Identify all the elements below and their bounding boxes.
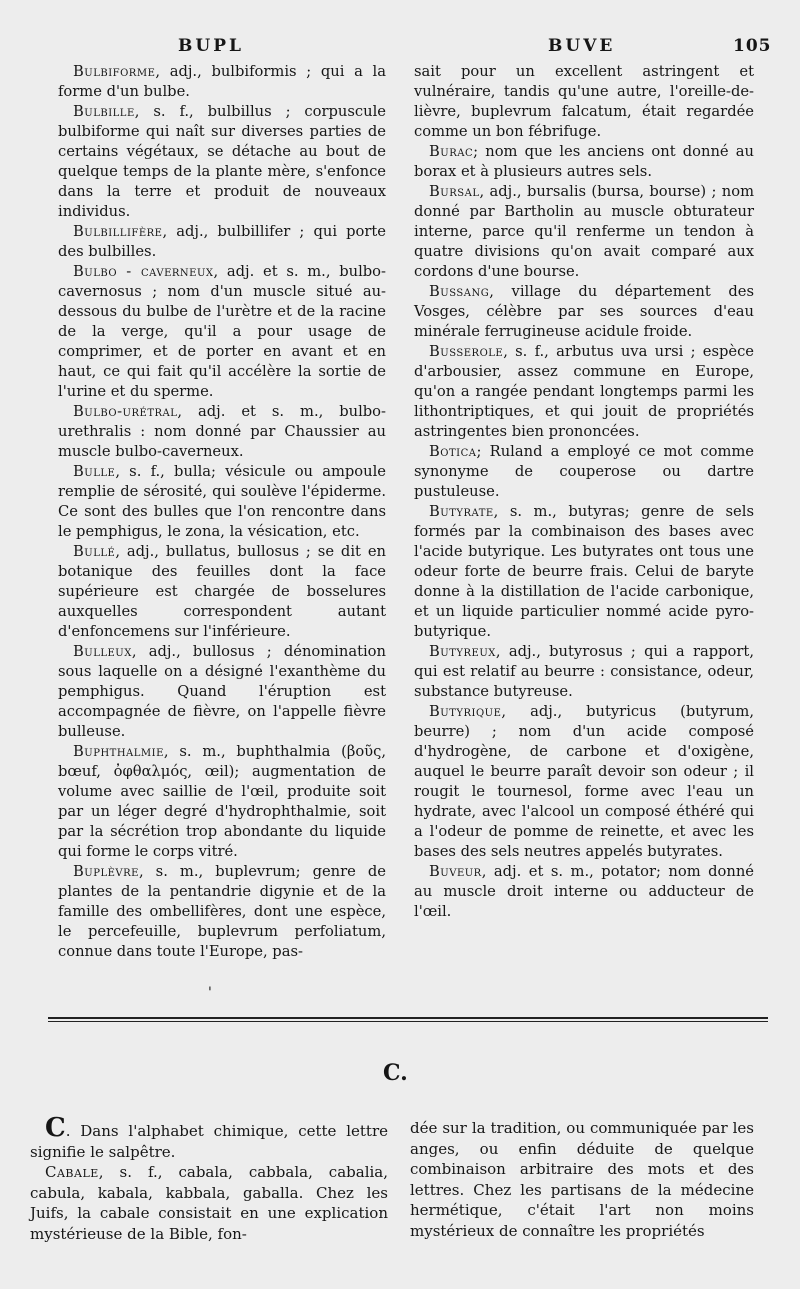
- entry-headword: Burac: [429, 143, 474, 160]
- entry-headword: Bulbo-urétral: [73, 403, 178, 420]
- entry-text: , s. f., arbutus uva ursi ; espèce d'arbousier, assez commune en Europe, qu'on a rangée pendant longtemps parmi les lithontriptiques, et qui jouit de propriétés astringentes bien prononcées.: [414, 343, 754, 440]
- entry-text: , adj., bullosus ; dénomination sous laquelle on a désigné l'exanthème du pemphigus. Quand l'éruption est accompagnée de fièvre, on l'appelle fièvre bulleuse.: [58, 643, 386, 740]
- entry-text: , adj., butyricus (butyrum, beurre) ; nom d'un acide composé d'hydrogène, de carbone et d'oxigène, auquel le beurre paraît devoir son odeur ; il rougit le tournesol, forme avec l'eau un hydrate, avec l'alcool un composé éthéré qui a l'odeur de pomme de reinette, et avec les bases des sels neutres appelés butyrates.: [414, 703, 754, 860]
- entry-text: . Dans l'alphabet chimique, cette lettre signifie le salpêtre.: [30, 1122, 388, 1161]
- entry-text: sait pour un excellent astringent et vulnéraire, tandis qu'une autre, l'oreille-de-lièvre, buplevrum falcatum, était regardée comme un bon fébrifuge.: [414, 63, 754, 140]
- page-number: 105: [733, 36, 772, 56]
- column-left: [58, 62, 386, 962]
- entry-text: , adj., butyrosus ; qui a rapport, qui est relatif au beurre : consistance, odeur, substance butyreuse.: [414, 643, 754, 700]
- entry-headword: Bulbillifère: [73, 223, 163, 240]
- entry-text: dée sur la tradition, ou communiquée par les anges, ou enfin déduite de quelque combinaison arbitraire des mots et des lettres. Chez les partisans de la médecine hermétique, c'était l'art non moins mystérieux de connaître les propriétés: [410, 1119, 754, 1240]
- dictionary-entry: [58, 542, 386, 642]
- dictionary-entry: [414, 62, 754, 142]
- entry-text: , s. f., bulla; vésicule ou ampoule remplie de sérosité, qui soulève l'épiderme. Ce sont des bulles que l'on rencontre dans le pemphigus, le zona, la vésication, etc.: [58, 463, 386, 540]
- entry-headword: Bulleux: [73, 643, 132, 660]
- dictionary-entry: [58, 102, 386, 222]
- dictionary-entry: [30, 1113, 388, 1162]
- dictionary-entry: [414, 862, 754, 922]
- column-bottom-right: [410, 1118, 754, 1241]
- column-bottom-left: [30, 1113, 388, 1244]
- dictionary-entry: [414, 282, 754, 342]
- entry-headword: Bulbille: [73, 103, 135, 120]
- entry-headword: Bulbo - caverneux: [73, 263, 214, 280]
- dictionary-entry: [414, 642, 754, 702]
- entry-headword: Bulle: [73, 463, 116, 480]
- dictionary-entry: [414, 182, 754, 282]
- entry-headword: Bursal: [429, 183, 480, 200]
- entry-text: ; Ruland a employé ce mot comme synonyme de couperose ou dartre pustuleuse.: [414, 443, 754, 500]
- entry-headword: C: [45, 1113, 66, 1143]
- dictionary-entry: [58, 402, 386, 462]
- section-rule: [48, 1017, 768, 1022]
- entry-headword: Butyrate: [429, 503, 494, 520]
- dictionary-entry: [58, 642, 386, 742]
- entry-headword: Busserole: [429, 343, 504, 360]
- dictionary-entry: [58, 262, 386, 402]
- entry-text: , s. m., buplevrum; genre de plantes de la pentandrie digynie et de la famille des ombellifères, dont une espèce, le percefeuille, buplevrum perfoliatum, connue dans toute l'Europe, pas-: [58, 863, 386, 960]
- column-right: [414, 62, 754, 922]
- entry-headword: Buplèvre: [73, 863, 139, 880]
- entry-text: ; nom que les anciens ont donné au borax et à plusieurs autres sels.: [414, 143, 754, 180]
- entry-text: , s. m., buphthalmia (βοῦς, bœuf, ὀφθαλμός, œil); augmentation de volume avec saillie de l'œil, produite soit par un léger degré d'hydrophthalmie, soit par la sécrétion trop abondante du liquide qui forme le corps vitré.: [58, 743, 386, 860]
- running-head-center: BUVE: [548, 36, 616, 56]
- dictionary-entry: [58, 222, 386, 262]
- entry-headword: Bussang: [429, 283, 490, 300]
- entry-text: , adj., bursalis (bursa, bourse) ; nom donné par Bartholin au muscle obturateur interne, parce qu'il renferme un tendon à quatre divisions qu'on avait comparé aux cordons d'une bourse.: [414, 183, 754, 280]
- dictionary-entry: [58, 742, 386, 862]
- entry-headword: Bulbiforme: [73, 63, 156, 80]
- section-letter: C.: [383, 1060, 408, 1086]
- entry-headword: Bullé: [73, 543, 116, 560]
- entry-headword: Butyrique: [429, 703, 502, 720]
- dictionary-entry: [58, 862, 386, 962]
- entry-headword: Cabale: [45, 1163, 99, 1181]
- entry-text: , village du département des Vosges, célèbre par ses sources d'eau minérale ferrugineuse acidule froide.: [414, 283, 754, 340]
- entry-text: , s. m., butyras; genre de sels formés par la combinaison des bases avec l'acide butyrique. Les butyrates ont tous une odeur forte de beurre frais. Celui de baryte donne à la distillation de l'acide carbonique, et un liquide particulier nommé acide pyro-butyrique.: [414, 503, 754, 640]
- entry-headword: Buphthalmie: [73, 743, 164, 760]
- entry-headword: Butyreux: [429, 643, 496, 660]
- entry-text: , adj., bulbillifer ; qui porte des bulbilles.: [58, 223, 386, 260]
- entry-headword: Buveur: [429, 863, 482, 880]
- dictionary-entry: [414, 342, 754, 442]
- entry-text: , s. f., bulbillus ; corpuscule bulbiforme qui naît sur diverses parties de certains végétaux, se détache au bout de quelque temps de la plante mère, s'enfonce dans la terre et produit de nouveaux individus.: [58, 103, 386, 220]
- entry-headword: Botica: [429, 443, 477, 460]
- dictionary-entry: [414, 502, 754, 642]
- entry-text: , s. f., cabala, cabbala, cabalia, cabula, kabala, kabbala, gaballa. Chez les Juifs, la cabale consistait en une explication mystérieuse de la Bible, fon-: [30, 1163, 388, 1243]
- entry-text: , adj., bulbiformis ; qui a la forme d'un bulbe.: [58, 63, 386, 100]
- separator-mark: ': [208, 985, 212, 1001]
- entry-text: , adj. et s. m., potator; nom donné au muscle droit interne ou adducteur de l'œil.: [414, 863, 754, 920]
- running-head-left: BUPL: [178, 36, 244, 56]
- entry-text: , adj. et s. m., bulbo-cavernosus ; nom d'un muscle situé au-dessous du bulbe de l'urètre et de la racine de la verge, qu'il a pour usage de comprimer, et de porter en avant et en haut, ce qui fait qu'il accélère la sortie de l'urine et du sperme.: [58, 263, 386, 400]
- dictionary-entry: [410, 1118, 754, 1241]
- dictionary-entry: [414, 442, 754, 502]
- entry-text: , adj. et s. m., bulbo-urethralis : nom donné par Chaussier au muscle bulbo-caverneux.: [58, 403, 386, 460]
- dictionary-entry: [414, 702, 754, 862]
- dictionary-entry: [414, 142, 754, 182]
- dictionary-entry: [58, 62, 386, 102]
- dictionary-entry: [58, 462, 386, 542]
- entry-text: , adj., bullatus, bullosus ; se dit en botanique des feuilles dont la face supérieure est chargée de bosselures auxquelles correspondent autant d'enfoncemens sur l'inférieure.: [58, 543, 386, 640]
- dictionary-entry: [30, 1162, 388, 1244]
